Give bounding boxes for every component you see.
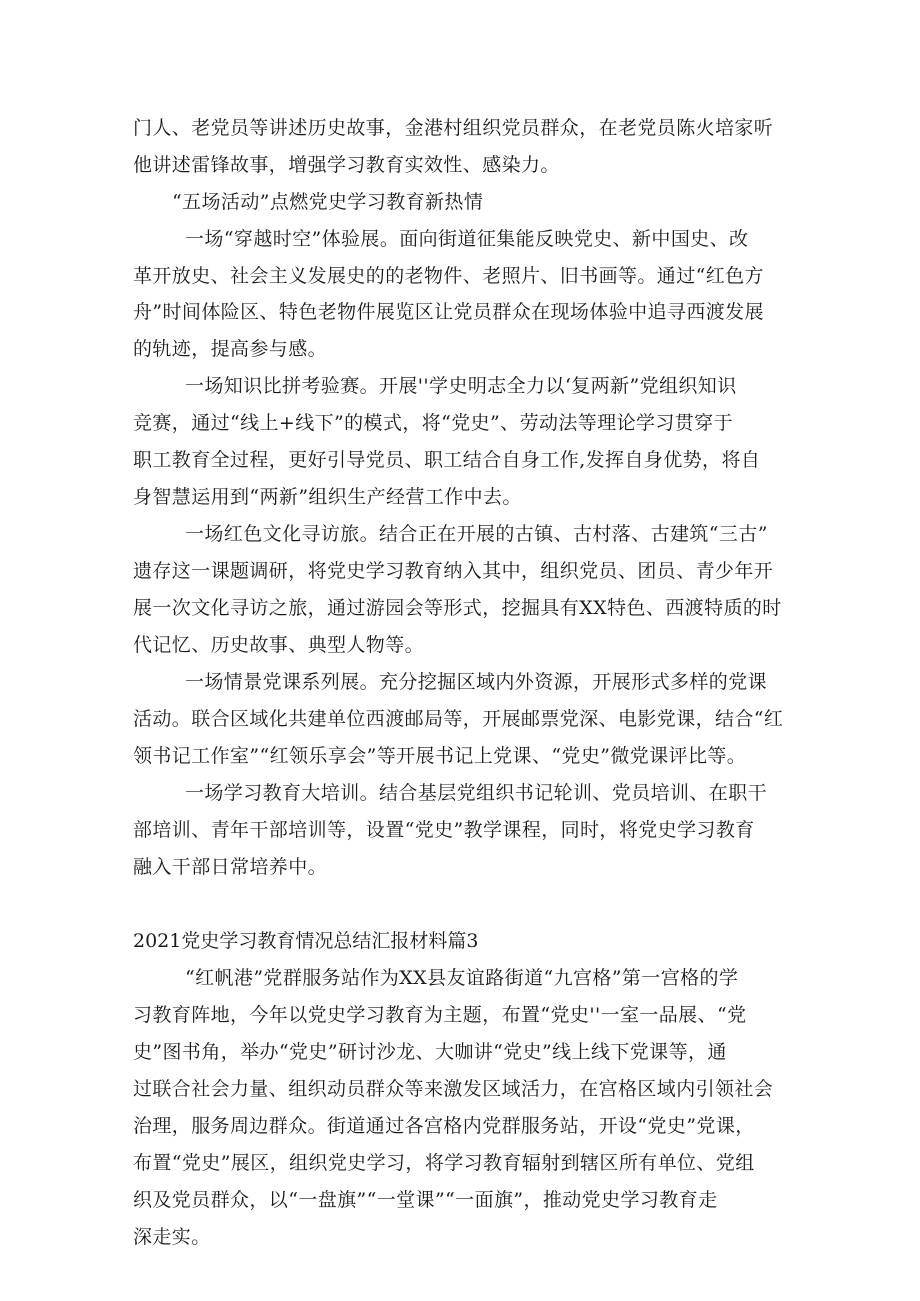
paragraph-line: 一场情景党课系列展。充分挖掘区域内外资源，开展形式多样的党课 bbox=[185, 671, 768, 693]
paragraph-line: 舟”时间体险区、特色老物件展览区让党员群众在现场体验中追寻西渡发展 bbox=[133, 301, 764, 323]
paragraph-line: 一场“穿越时空”体验展。面向街道征集能反映党史、新中国史、改 bbox=[185, 228, 749, 250]
paragraph-line: 代记忆、历史故事、典型人物等。 bbox=[133, 634, 425, 656]
paragraph-line: 门人、老党员等讲述历史故事，金港村组织党员群众，在老党员陈火培家听 bbox=[133, 117, 774, 139]
paragraph-line: 布置“党史”展区，组织党史学习，将学习教育辐射到辖区所有单位、党组 bbox=[133, 1152, 755, 1174]
paragraph-line: 深走实。 bbox=[133, 1226, 211, 1248]
paragraph-line: 一场学习教育大培训。结合基层党组织书记轮训、党员培训、在职干 bbox=[185, 782, 768, 804]
paragraph-line: 一场知识比拼考验赛。开展''学史明志全力以‘复两新”党组织知识 bbox=[185, 375, 737, 397]
paragraph-line: 融入干部日常培养中。 bbox=[133, 856, 328, 878]
subsection-heading: “五场活动”点燃党史学习教育新热情 bbox=[172, 191, 484, 213]
paragraph-line: 的轨迹，提高参与感。 bbox=[133, 338, 328, 360]
paragraph-line: 展一次文化寻访之旅，通过游园会等形式，挖掘具有XX特色、西渡特质的时 bbox=[133, 597, 782, 619]
paragraph-line: 织及党员群众，以“一盘旗”“一堂课”“一面旗”，推动党史学习教育走 bbox=[133, 1189, 718, 1211]
paragraph-line: 革开放史、社会主义发展史的的老物件、老照片、旧书画等。通过“红色方 bbox=[133, 265, 764, 287]
section-title: 2021党史学习教育情况总结汇报材料篇3 bbox=[133, 930, 479, 952]
paragraph-line: 遗存这一课题调研，将党史学习教育纳入其中，组织党员、团员、青少年开 bbox=[133, 560, 774, 582]
paragraph-line: 部培训、青年干部培训等，设置“党史”教学课程，同时，将党史学习教育 bbox=[133, 819, 755, 841]
paragraph-line: 竞赛，通过“线上+线下”的模式，将“党史”、劳动法等理论学习贯穿于 bbox=[133, 412, 733, 434]
paragraph-line: 习教育阵地，今年以党史学习教育为主题，布置“党史''一室一品展、“党 bbox=[133, 1004, 747, 1026]
paragraph-line: 活动。联合区域化共建单位西渡邮局等，开展邮票党深、电影党课，结合“红 bbox=[133, 708, 784, 730]
paragraph-line: 职工教育全过程，更好引导党员、职工结合自身工作,发挥自身优势，将自 bbox=[133, 449, 761, 471]
paragraph-line: 身智慧运用到“两新”组织生产经营工作中去。 bbox=[133, 486, 522, 508]
paragraph-line: 领书记工作室”“红领乐享会”等开展书记上党课、“党史”微党课评比等。 bbox=[133, 745, 747, 767]
paragraph-line: 史”图书角，举办“党史”研讨沙龙、大咖讲“党史”线上线下党课等，通 bbox=[133, 1041, 727, 1063]
paragraph-line: 他讲述雷锋故事，增强学习教育实效性、感染力。 bbox=[133, 154, 560, 176]
paragraph-line: 一场红色文化寻访旅。结合正在开展的古镇、古村落、古建筑“三古” bbox=[185, 523, 768, 545]
paragraph-line: 过联合社会力量、组织动员群众等来激发区域活力，在宫格区域内引领社会 bbox=[133, 1078, 774, 1100]
paragraph-line: “红帆港”党群服务站作为XX县友谊路街道“九宫格”第一宫格的学 bbox=[185, 967, 739, 989]
paragraph-line: 治理，服务周边群众。街道通过各宫格内党群服务站，开设“党史”党课， bbox=[133, 1115, 755, 1137]
